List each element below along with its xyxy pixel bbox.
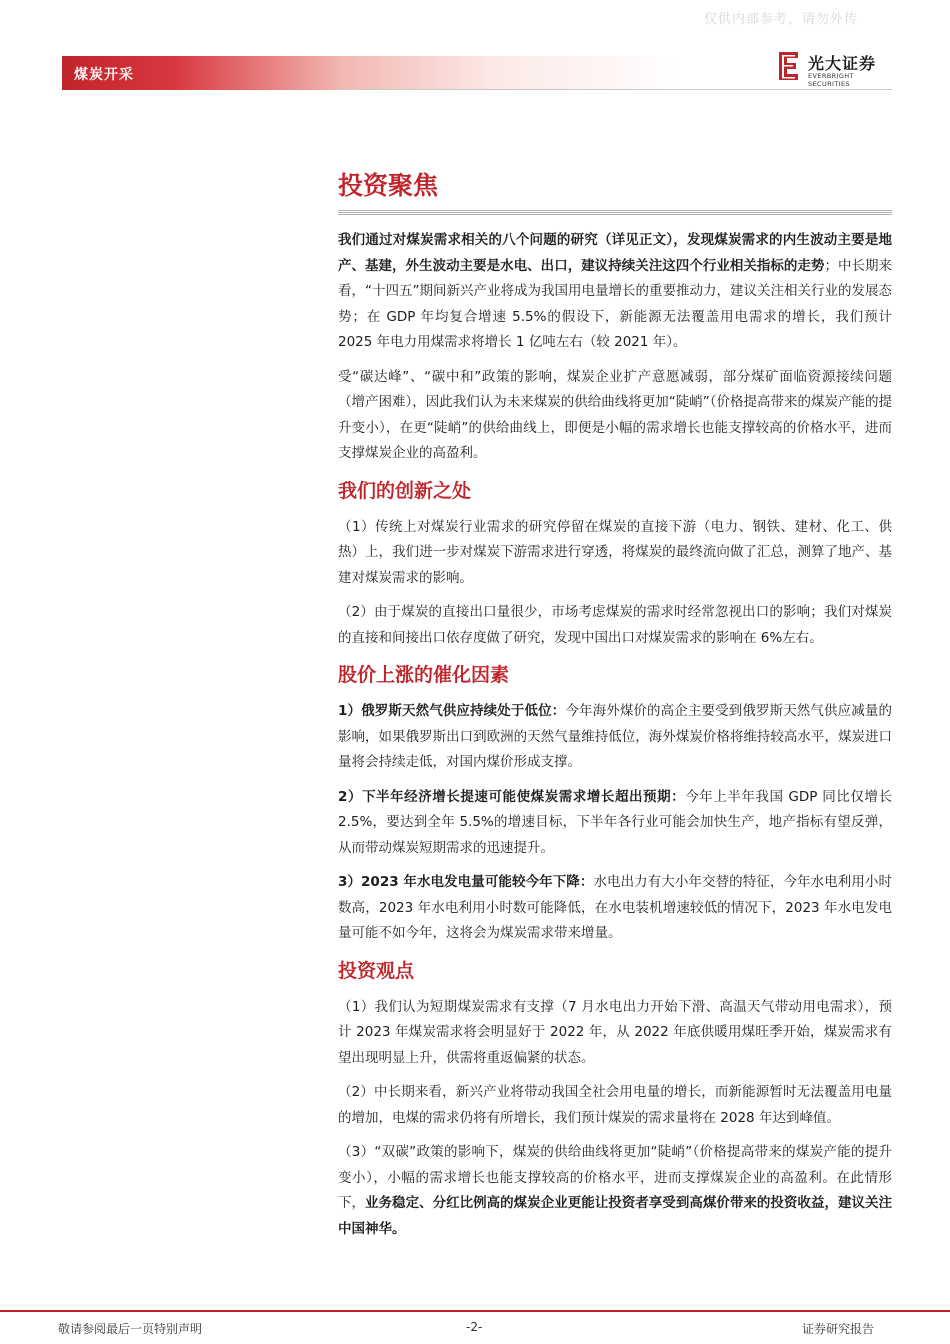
section-title-catalysts: 股价上涨的催化因素 [338,664,510,686]
logo-chinese-name: 光大证券 [808,54,877,73]
section-title-views: 投资观点 [338,959,415,982]
views-paragraph-1: （1）我们认为短期煤炭需求有支撑（7 月水电出力开始下滑、高温天气带动用电需求），预计 2023 年煤炭需求将会明显好于 2022 年，从 2022 年底供暖用煤旺季开始，煤炭需求有望出现明显上升，供需将重返偏紧的状态。 [338,998,892,1066]
section-label: 煤炭开采 [74,67,134,83]
catalyst-text: 今年海外煤价的高企主要受到俄罗斯天然气供应减量的影响，如果俄罗斯出口到欧洲的天然气量维持低位，海外煤炭价格将维持较高水平，煤炭进口量将会持续走低，对国内煤价形成支撑。 [338,703,893,770]
catalyst-text: 今年上半年我国 GDP 同比仅增长 2.5%，要达到全年 5.5%的增速目标，下半年各行业可能会加快生产，地产指标有望反弹，从而带动煤炭短期需求的迅速提升。 [338,788,892,856]
page-title: 投资聚焦 [338,171,439,200]
views-paragraph-2: （2）中长期来看，新兴产业将带动我国全社会用电量的增长，而新能源暂时无法覆盖用电量的增加，电煤的需求仍将有所增长，我们预计煤炭的需求量将在 2028 年达到峰值。 [338,1084,892,1126]
title-divider [338,210,892,215]
logo-english-name: EVERBRIGHT SECURITIES [808,72,854,88]
catalyst-lead: 3）2023 年水电发电量可能较今年下降： [338,874,594,890]
header-band [62,56,682,90]
footer-divider [0,1310,950,1312]
intro-text: ；中长期来看，“十四五”期间新兴产业将成为我国用电量增长的重要推动力，建议关注相关行业的发展态势；在 GDP 年均复合增速 5.5%的假设下，新能源无法覆盖用电需求的增长，我们预计 2025 年电力用煤需求将增长 1 亿吨左右（较 2021 年）。 [338,257,893,350]
footer-disclaimer-note: 敬请参阅最后一页特别声明 [58,1322,203,1336]
page-number: -2- [466,1320,483,1334]
views-bold-text: 业务稳定、分红比例高的煤炭企业更能让投资者享受到高煤价带来的投资收益，建议关注中国神华。 [338,1195,893,1237]
report-body [338,168,892,1251]
catalyst-lead: 2）下半年经济增长提速可能使煤炭需求增长超出预期： [338,788,686,805]
everbright-logo-icon [776,50,802,82]
catalyst-item [338,870,892,947]
catalyst-lead: 1）俄罗斯天然气供应持续处于低位： [338,703,566,719]
intro-paragraph-2: 受“碳达峰”、“碳中和”政策的影响，煤炭企业扩产意愿减弱，部分煤矿面临资源接续问题（增产困难），因此我们认为未来煤炭的供给曲线将更加“陡峭”（价格提高带来的煤炭产能的提升变小），在更“陡峭”的供给曲线上，即便是小幅的需求增长也能支撑较高的价格水平，进而支撑煤炭企业的高盈利。 [338,368,892,461]
header-divider [336,89,892,90]
confidential-watermark: 仅供内部参考，请勿外传 [704,12,859,27]
views-paragraph-3 [338,1140,892,1242]
section-title-innovation: 我们的创新之处 [338,479,472,502]
intro-bold-text: 我们通过对煤炭需求相关的八个问题的研究（详见正文），发现煤炭需求的内生波动主要是地产、基建，外生波动主要是水电、出口，建议持续关注这四个行业相关指标的走势 [338,232,892,274]
views-text: （3）“双碳”政策的影响下，煤炭的供给曲线将更加“陡峭”（价格提高带来的煤炭产能的提升变小），小幅的需求增长也能支撑较高的价格水平，进而支撑煤炭企业的高盈利。在此情形下， [338,1144,892,1211]
catalyst-item [338,785,892,862]
innovation-paragraph-1: （1）传统上对煤炭行业需求的研究停留在煤炭的直接下游（电力、钢铁、建材、化工、供热）上，我们进一步对煤炭下游需求进行穿透，将煤炭的最终流向做了汇总，测算了地产、基建对煤炭需求的影响。 [338,518,892,586]
catalyst-text: 水电出力有大小年交替的特征，今年水电利用小时数高，2023 年水电利用小时数可能降低，在水电装机增速较低的情况下，2023 年水电发电量可能不如今年，这将会为煤炭需求带来增量。 [338,874,892,941]
everbright-logo [776,50,896,86]
footer-report-type: 证券研究报告 [802,1322,875,1336]
innovation-paragraph-2: （2）由于煤炭的直接出口量很少，市场考虑煤炭的需求时经常忽视出口的影响；我们对煤炭的直接和间接出口依存度做了研究，发现中国出口对煤炭需求的影响在 6%左右。 [338,604,892,646]
intro-paragraph [338,228,892,356]
catalyst-item [338,699,892,776]
